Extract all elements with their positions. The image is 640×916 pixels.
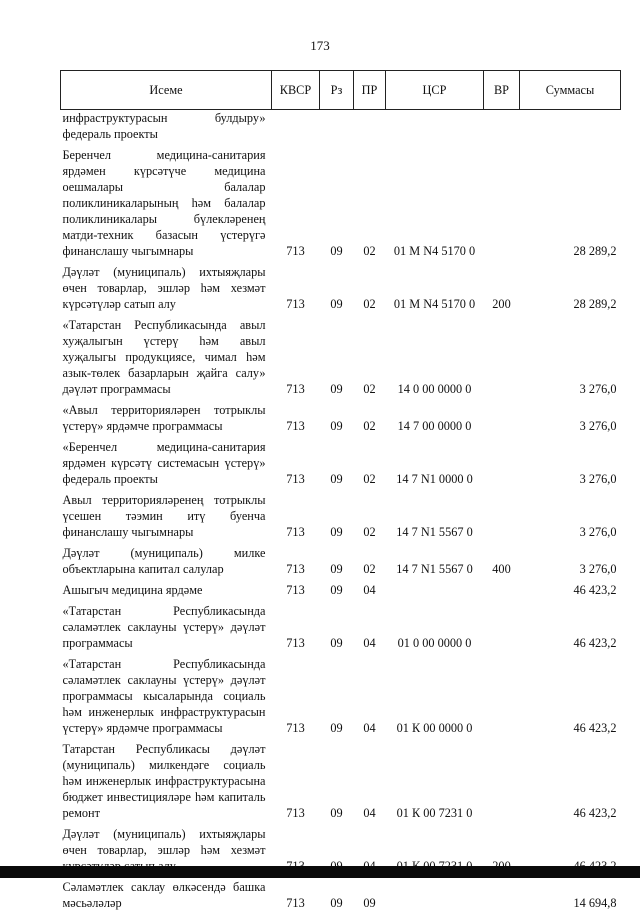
cell-rz: 09 xyxy=(320,492,354,545)
cell-kvsr: 713 xyxy=(272,603,320,656)
budget-table xyxy=(60,70,621,916)
cell-kvsr: 713 xyxy=(272,264,320,317)
cell-vr: 400 xyxy=(484,545,520,582)
cell-rz: 09 xyxy=(320,582,354,603)
cell-kvsr: 713 xyxy=(272,439,320,492)
cell-pr: 02 xyxy=(354,545,386,582)
cell-sum: 14 694,8 xyxy=(520,879,621,916)
cell-rz: 09 xyxy=(320,741,354,826)
cell-name: Беренчел медицина-санитария ярдәмен күрсәтүче медицина оешмалары балалар поликлиникаларының һәм балалар поликлиникалары бүлекләренең матди-техник базасын үстерүгә финанслашу чыгымнары xyxy=(61,147,272,264)
cell-sum: 3 276,0 xyxy=(520,492,621,545)
table-row xyxy=(61,603,621,656)
cell-kvsr: 713 xyxy=(272,317,320,402)
cell-rz: 09 xyxy=(320,603,354,656)
table-row xyxy=(61,545,621,582)
cell-pr xyxy=(354,110,386,148)
cell-kvsr: 713 xyxy=(272,545,320,582)
cell-rz: 09 xyxy=(320,879,354,916)
cell-sum: 46 423,2 xyxy=(520,656,621,741)
cell-kvsr: 713 xyxy=(272,147,320,264)
cell-rz: 09 xyxy=(320,656,354,741)
cell-vr xyxy=(484,741,520,826)
cell-pr: 02 xyxy=(354,317,386,402)
cell-pr: 02 xyxy=(354,147,386,264)
cell-name: «Авыл территорияләрен тотрыклы үстерү» ярдәмче программасы xyxy=(61,402,272,439)
cell-pr: 04 xyxy=(354,656,386,741)
cell-pr: 04 xyxy=(354,741,386,826)
cell-rz: 09 xyxy=(320,264,354,317)
cell-name: «Татарстан Республикасында сәламәтлек саклауны үстерү» дәүләт программасы xyxy=(61,603,272,656)
cell-kvsr: 713 xyxy=(272,879,320,916)
header-pr: ПР xyxy=(354,71,386,110)
cell-name: Авыл территорияләренең тотрыклы үсешен тәэмин итү буенча финанслашу чыгымнары xyxy=(61,492,272,545)
cell-csr: 01 К 00 7231 0 xyxy=(386,741,484,826)
cell-sum: 28 289,2 xyxy=(520,147,621,264)
cell-vr: 200 xyxy=(484,264,520,317)
cell-csr: 01 К 00 0000 0 xyxy=(386,656,484,741)
header-vr: ВР xyxy=(484,71,520,110)
cell-pr: 02 xyxy=(354,402,386,439)
cell-rz: 09 xyxy=(320,439,354,492)
cell-rz: 09 xyxy=(320,545,354,582)
cell-csr: 01 M N4 5170 0 xyxy=(386,264,484,317)
table-row xyxy=(61,879,621,916)
cell-name: Дәүләт (муниципаль) ихтыяҗлары өчен товарлар, эшләр һәм хезмәт xyxy=(61,826,272,879)
header-row xyxy=(61,71,621,110)
cell-kvsr: 713 xyxy=(272,656,320,741)
cell-csr xyxy=(386,879,484,916)
header-csr: ЦСР xyxy=(386,71,484,110)
cell-pr: 04 xyxy=(354,603,386,656)
cell-pr: 02 xyxy=(354,492,386,545)
table-row xyxy=(61,656,621,741)
cell-name: Дәүләт (муниципаль) милке объектларына капитал салулар xyxy=(61,545,272,582)
table-row xyxy=(61,741,621,826)
cell-csr: 01 0 00 0000 0 xyxy=(386,603,484,656)
cell-sum: 46 423,2 xyxy=(520,582,621,603)
cell-pr: 02 xyxy=(354,264,386,317)
cell-vr xyxy=(484,147,520,264)
header-name: Исеме xyxy=(61,71,272,110)
cell-csr xyxy=(386,110,484,148)
cell-pr: 09 xyxy=(354,879,386,916)
cell-csr: 14 7 00 0000 0 xyxy=(386,402,484,439)
cell-sum: 3 276,0 xyxy=(520,439,621,492)
cell-vr xyxy=(484,317,520,402)
cell-sum xyxy=(520,110,621,148)
cell-kvsr xyxy=(272,110,320,148)
cell-vr xyxy=(484,656,520,741)
cell-rz: 09 xyxy=(320,317,354,402)
cell-sum: 3 276,0 xyxy=(520,317,621,402)
table-body xyxy=(61,110,621,916)
cell-kvsr: 713 xyxy=(272,741,320,826)
cell-vr xyxy=(484,582,520,603)
cell-sum: 3 276,0 xyxy=(520,402,621,439)
cell-name: Татарстан Республикасы дәүләт (муниципаль) милкендәге социаль һәм инженерлык инфраструктурасына бюджет инвестицияләре һәм капиталь ремонт xyxy=(61,741,272,826)
header-sum: Суммасы xyxy=(520,71,621,110)
header-rz: Рз xyxy=(320,71,354,110)
cell-rz: 09 xyxy=(320,402,354,439)
header-kvsr: КВСР xyxy=(272,71,320,110)
cell-name: «Беренчел медицина-санитария ярдәмен күрсәтү системасын үстерү» федераль проекты xyxy=(61,439,272,492)
cell-vr xyxy=(484,603,520,656)
cell-kvsr: 713 xyxy=(272,582,320,603)
table-row xyxy=(61,492,621,545)
table-row xyxy=(61,264,621,317)
cell-rz: 09 xyxy=(320,147,354,264)
cell-pr: 04 xyxy=(354,582,386,603)
budget-table-container xyxy=(60,70,620,916)
cell-name: инфраструктурасын булдыру» федераль проекты xyxy=(61,110,272,148)
cell-csr: 01 M N4 5170 0 xyxy=(386,147,484,264)
cell-sum: 3 276,0 xyxy=(520,545,621,582)
cell-name: Ашыгыч медицина ярдәме xyxy=(61,582,272,603)
table-row xyxy=(61,317,621,402)
table-row xyxy=(61,147,621,264)
table-row xyxy=(61,439,621,492)
cell-pr: 02 xyxy=(354,439,386,492)
cell-vr xyxy=(484,110,520,148)
cell-name: «Татарстан Республикасында авыл хуҗалыгын үстерү һәм авыл хуҗалыгы продукциясе, чимал һәм азык-төлек базарларын җайга салу» дәүләт программасы xyxy=(61,317,272,402)
table-row xyxy=(61,402,621,439)
cell-csr: 14 7 N1 5567 0 xyxy=(386,545,484,582)
cell-vr xyxy=(484,439,520,492)
table-row xyxy=(61,582,621,603)
cell-vr xyxy=(484,402,520,439)
cell-csr: 14 7 N1 5567 0 xyxy=(386,492,484,545)
scan-edge-bar xyxy=(0,866,640,878)
cell-name: Дәүләт (муниципаль) ихтыяҗлары өчен товарлар, эшләр һәм хезмәт күрсәтүләр сатып алу xyxy=(61,264,272,317)
cell-vr xyxy=(484,879,520,916)
cell-csr: 14 7 N1 0000 0 xyxy=(386,439,484,492)
cell-sum: 46 423,2 xyxy=(520,603,621,656)
cell-sum: 28 289,2 xyxy=(520,264,621,317)
cell-vr xyxy=(484,492,520,545)
cell-csr: 14 0 00 0000 0 xyxy=(386,317,484,402)
cell-kvsr: 713 xyxy=(272,402,320,439)
cell-name: Сәламәтлек саклау өлкәсендә башка мәсьәләләр xyxy=(61,879,272,916)
page-number: 173 xyxy=(0,38,640,54)
cell-name: «Татарстан Республикасында сәламәтлек саклауны үстерү» дәүләт программасы кысаларында социаль һәм инженерлык инфраструктурасын үстерү» ярдәмче программасы xyxy=(61,656,272,741)
table-row xyxy=(61,110,621,148)
cell-rz xyxy=(320,110,354,148)
cell-csr xyxy=(386,582,484,603)
cell-sum: 46 423,2 xyxy=(520,741,621,826)
cell-kvsr: 713 xyxy=(272,492,320,545)
table-header xyxy=(61,71,621,110)
